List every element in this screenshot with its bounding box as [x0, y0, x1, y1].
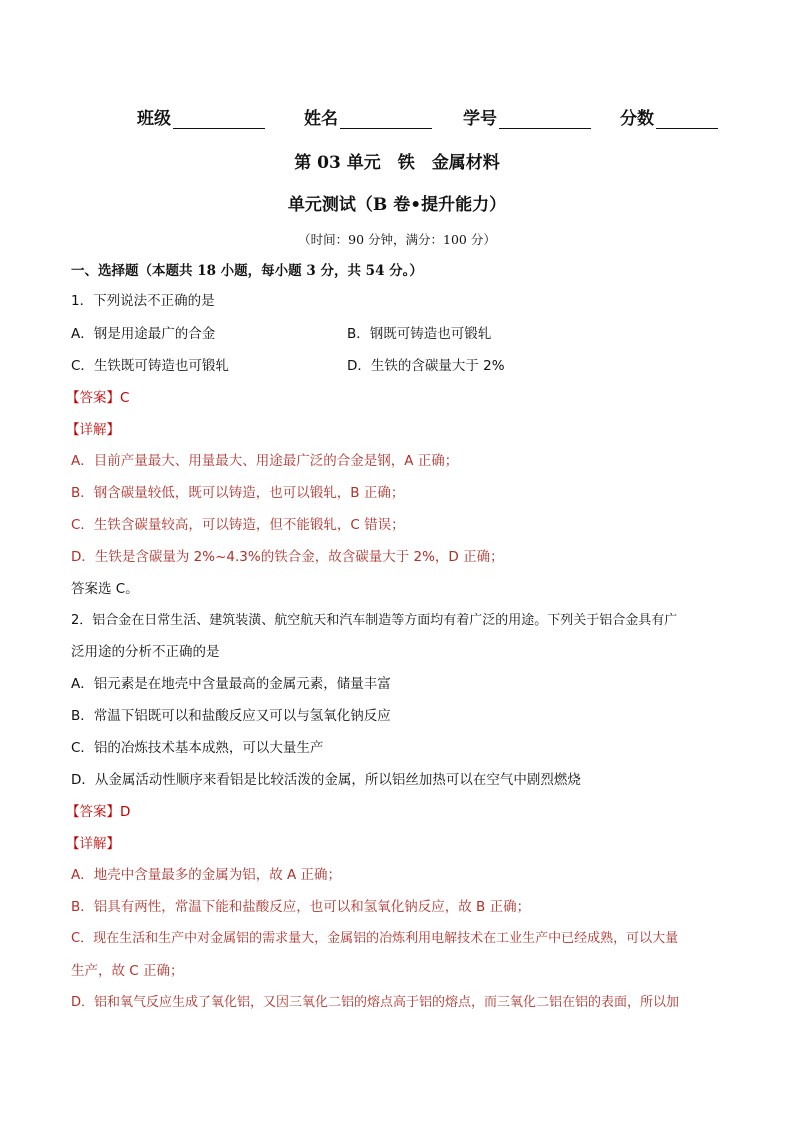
- q2-option-b: B．常温下铝既可以和盐酸反应又可以与氢氧化钠反应: [71, 708, 391, 724]
- score-blank[interactable]: [656, 110, 718, 129]
- q2-answer: 【答案】D: [66, 804, 131, 820]
- header-fields: [137, 104, 737, 130]
- q2-stem-line2: 泛用途的分析不正确的是: [71, 644, 220, 660]
- unit-title: 第 03 单元 铁 金属材料: [294, 153, 500, 173]
- q1-detail-label: 【详解】: [66, 422, 120, 438]
- q2-stem-line1: 2．铝合金在日常生活、建筑装潢、航空航天和汽车制造等方面均有着广泛的用途。下列关于铝合金具有广: [71, 613, 678, 628]
- name-blank[interactable]: [340, 110, 432, 129]
- q2-detail-c-cont: 生产，故 C 正确；: [71, 963, 184, 979]
- q1-option-c: C．生铁既可铸造也可锻轧: [71, 358, 229, 374]
- q1-detail-c: C．生铁含碳量较高，可以铸造，但不能锻轧，C 错误；: [71, 517, 405, 533]
- q1-detail-b: B．钢含碳量较低，既可以铸造，也可以锻轧，B 正确；: [71, 485, 405, 501]
- q1-option-b: B．钢既可铸造也可锻轧: [347, 326, 492, 342]
- q1-options-row2: [71, 357, 731, 375]
- q2-option-a: A．铝元素是在地壳中含量最高的金属元素，储量丰富: [71, 676, 391, 692]
- class-field: [137, 104, 265, 129]
- test-title: 单元测试（B 卷•提升能力）: [287, 195, 507, 215]
- q2-detail-c: C．现在生活和生产中对金属铝的需求量大，金属铝的冶炼利用电解技术在工业生产中已经成熟，可以大量: [71, 931, 679, 946]
- q2-detail-a: A．地壳中含量最多的金属为铝，故 A 正确；: [71, 867, 342, 883]
- name-label: 姓名: [304, 109, 338, 129]
- id-blank[interactable]: [499, 110, 591, 129]
- q1-conclusion: 答案选 C。: [71, 581, 139, 597]
- q1-option-d: D．生铁的含碳量大于 2%: [347, 358, 505, 374]
- q2-option-d: D．从金属活动性顺序来看铝是比较活泼的金属，所以铝丝加热可以在空气中剧烈燃烧: [71, 772, 581, 788]
- id-field: [463, 104, 591, 129]
- q2-option-c: C．铝的冶炼技术基本成熟，可以大量生产: [71, 740, 324, 756]
- q1-detail-d: D．生铁是含碳量为 2%~4.3%的铁合金，故含碳量大于 2%，D 正确；: [71, 549, 504, 565]
- time-note: （时间：90 分钟，满分：100 分）: [298, 232, 496, 247]
- id-label: 学号: [463, 109, 497, 129]
- q1-answer: 【答案】C: [66, 390, 130, 406]
- section-heading: 一、选择题（本题共 18 小题，每小题 3 分，共 54 分。）: [71, 263, 423, 279]
- score-field: [620, 104, 718, 129]
- name-field: [304, 104, 432, 129]
- q2-detail-d: D．铝和氧气反应生成了氧化铝，又因三氧化二铝的熔点高于铝的熔点，而三氧化二铝在铝的表面，所以加: [71, 995, 680, 1010]
- q2-detail-label: 【详解】: [66, 836, 120, 852]
- q1-stem: 1．下列说法不正确的是: [71, 293, 215, 309]
- q1-option-a: A．钢是用途最广的合金: [71, 326, 216, 342]
- class-label: 班级: [137, 109, 171, 129]
- class-blank[interactable]: [173, 110, 265, 129]
- q1-detail-a: A．目前产量最大、用量最大、用途最广泛的合金是钢，A 正确；: [71, 453, 459, 469]
- q2-detail-b: B．铝具有两性，常温下能和盐酸反应，也可以和氢氧化钠反应，故 B 正确；: [71, 899, 531, 915]
- score-label: 分数: [620, 109, 654, 129]
- q1-options-row1: [71, 325, 731, 343]
